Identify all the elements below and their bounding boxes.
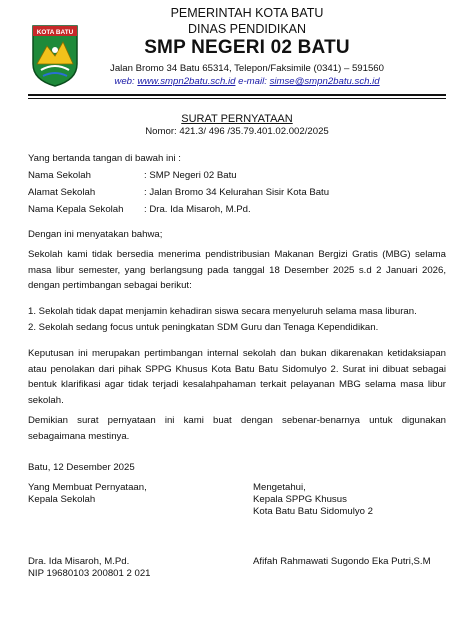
letterhead-divider-thick	[28, 94, 446, 96]
letterhead-address: Jalan Bromo 34 Batu 65314, Telepon/Faksimile (0341) – 591560	[110, 63, 384, 74]
signature-right-institution: Kota Batu Batu Sidomulyo 2	[253, 506, 373, 517]
letter-number: Nomor: 421.3/ 496 /35.79.401.02.002/2025	[145, 126, 329, 137]
signature-right-position: Kepala SPPG Khusus	[253, 494, 347, 505]
website-link[interactable]: www.smpn2batu.sch.id	[137, 76, 236, 87]
logo-text: KOTA BATU	[36, 29, 74, 36]
letterhead-school-name: SMP NEGERI 02 BATU	[144, 37, 350, 58]
signature-left-heading: Yang Membuat Pernyataan,	[28, 482, 147, 493]
signature-left-name: Dra. Ida Misaroh, M.Pd.	[28, 556, 130, 567]
letterhead-department: DINAS PENDIDIKAN	[187, 22, 307, 36]
paragraph-closing: Demikian surat pernyataan ini kami buat dengan sebenar-benarnya untuk digunakan sebagaimana mestinya.	[28, 415, 446, 442]
email-label: e-mail:	[238, 76, 267, 87]
field-label-principal: Nama Kepala Sekolah	[28, 204, 124, 215]
reason-item-2: 2. Sekolah sedang focus untuk peningkatan SDM Guru dan Tenaga Kependidikan.	[28, 322, 379, 333]
signature-left-position: Kepala Sekolah	[28, 494, 96, 505]
field-label-school-name: Nama Sekolah	[28, 170, 91, 181]
paragraph-main: Sekolah kami tidak bersedia menerima pendistribusian Makanan Bergizi Gratis (MBG) selama masa libur semester, yang berlangsung pada tanggal 18 Desember 2025 s.d 2 Januari 2026, dengan pertimbangan sebagai berikut:	[28, 249, 446, 291]
kota-batu-emblem-icon	[31, 24, 79, 88]
place-date: Batu, 12 Desember 2025	[28, 462, 135, 473]
letter-title: SURAT PERNYATAAN	[181, 113, 293, 125]
paragraph-clarification: Keputusan ini merupakan pertimbangan internal sekolah dan bukan dikarenakan ketidaksiapan atau penolakan dari pihak SPPG Khusus Kota Batu Batu Sidomulyo 2. Surat ini dibuat sebagai bentuk klarifikasi agar tidak terjadi kesalahpahaman terkait pelayanan MBG selama masa libur sekolah.	[28, 348, 446, 406]
field-value-principal: : Dra. Ida Misaroh, M.Pd.	[144, 204, 251, 215]
email-link[interactable]: simse@smpn2batu.sch.id	[269, 76, 380, 87]
web-label: web:	[114, 76, 135, 87]
letterhead-divider-thin	[28, 98, 446, 99]
signature-right-name: Afifah Rahmawati Sugondo Eka Putri,S.M	[253, 556, 431, 567]
reason-item-1: 1. Sekolah tidak dapat menjamin kehadiran siswa secara menyeluruh selama masa liburan.	[28, 306, 417, 317]
signature-left-nip: NIP 19680103 200801 2 021	[28, 568, 151, 579]
intro-text: Yang bertanda tangan di bawah ini :	[28, 153, 181, 164]
letterhead-contact	[97, 76, 397, 87]
field-value-school-address: : Jalan Bromo 34 Kelurahan Sisir Kota Batu	[144, 187, 330, 198]
signature-right-heading: Mengetahui,	[253, 482, 306, 493]
field-label-school-address: Alamat Sekolah	[28, 187, 96, 198]
declaration-intro: Dengan ini menyatakan bahwa;	[28, 229, 163, 240]
field-value-school-name: : SMP Negeri 02 Batu	[144, 170, 237, 181]
letterhead-government: PEMERINTAH KOTA BATU	[170, 6, 324, 20]
